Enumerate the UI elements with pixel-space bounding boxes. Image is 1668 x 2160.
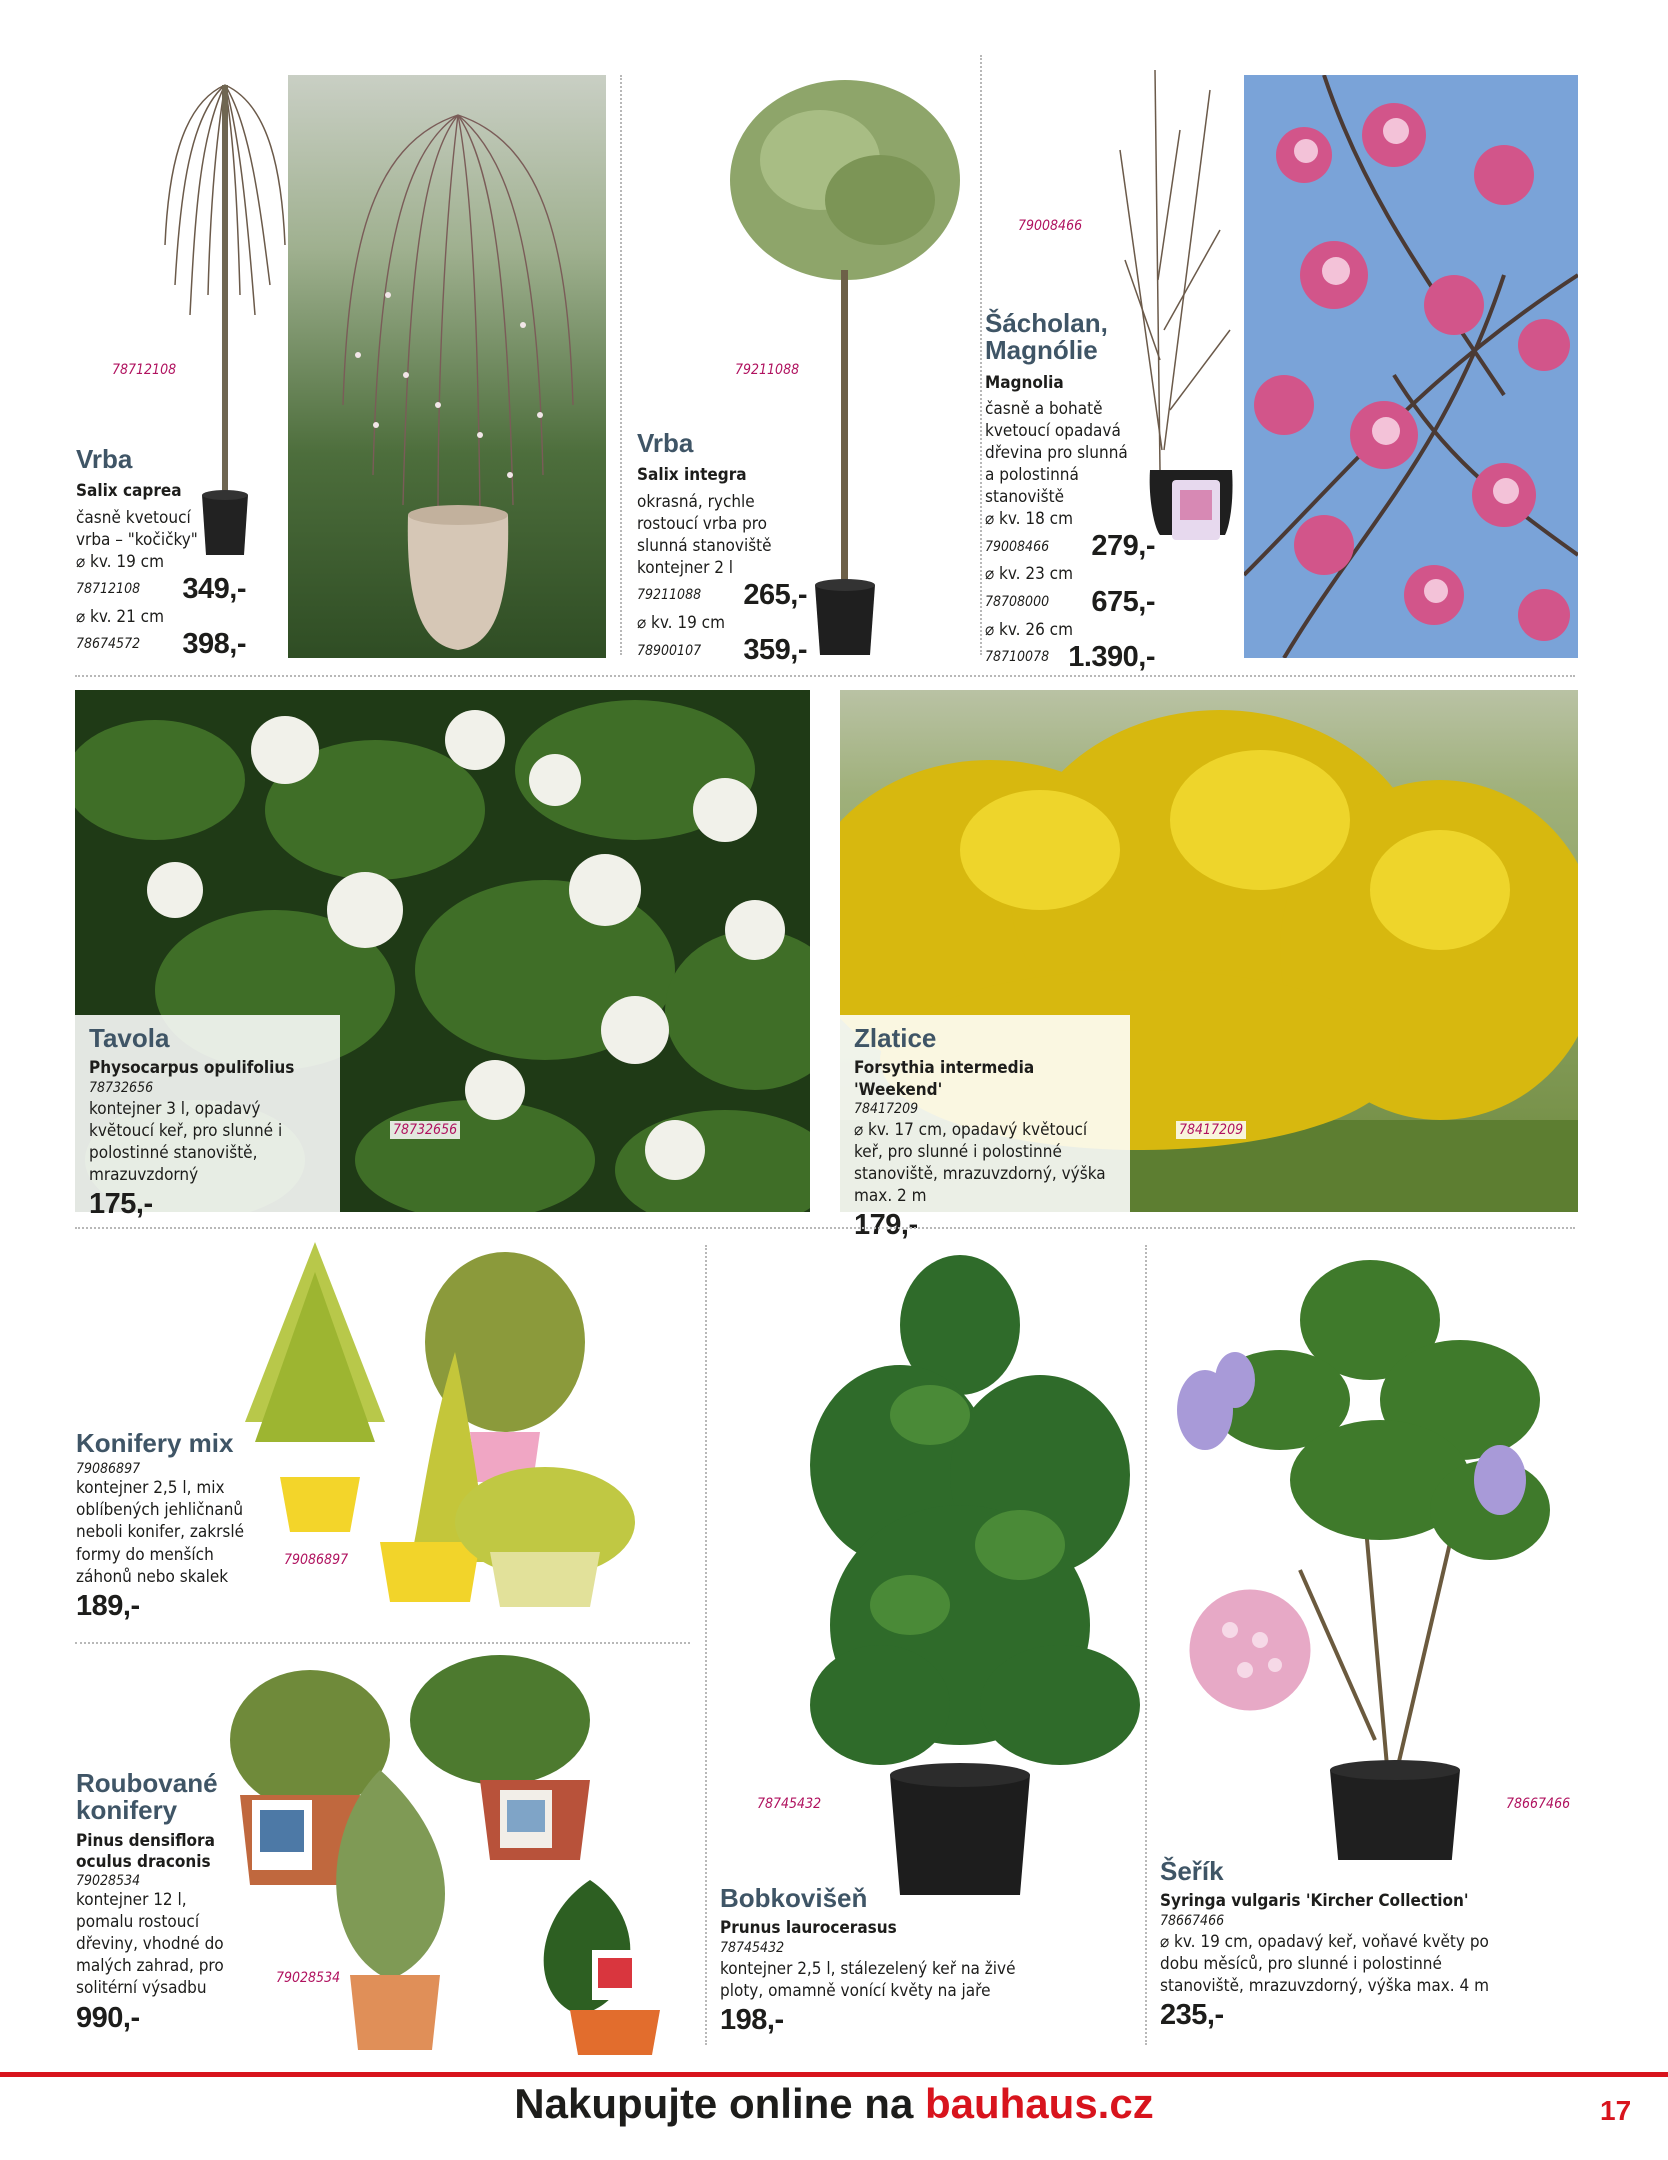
page-number: 17 xyxy=(1600,2095,1632,2126)
magnolia-opt3-price: 1.390,- xyxy=(1068,640,1155,673)
zlatice-info xyxy=(840,1015,1130,1242)
konifery-mix-side-code: 79086897 xyxy=(284,1552,349,1568)
salix-integra-opt1-price: 265,- xyxy=(743,578,807,611)
section-divider xyxy=(75,1642,690,1644)
footer-red-line xyxy=(0,2072,1668,2077)
section-divider xyxy=(75,675,1575,677)
magnolia-side-code: 79008466 xyxy=(1018,218,1083,234)
magnolia-opt3-code: 78710078 xyxy=(985,649,1050,666)
cherry-laurel-image xyxy=(780,1245,1160,1895)
magnolia-desc: časně a bohatě kvetoucí opadavá dřevina pro slunná a polostinná stanoviště xyxy=(985,398,1128,508)
salix-integra-desc: okrasná, rychle rostoucí vrba pro slunná stanoviště xyxy=(637,491,772,556)
cherry-laurel-title: Bobkovišeň xyxy=(720,1883,868,1913)
lilac-title: Šeřík xyxy=(1160,1856,1224,1886)
tavola-code: 78732656 xyxy=(89,1079,154,1096)
magnolia-title: Šácholan, Magnólie xyxy=(985,308,1108,366)
column-divider xyxy=(620,75,622,655)
zlatice-code: 78417209 xyxy=(854,1100,919,1117)
konifery-mix-desc: kontejner 2,5 l, mix oblíbených jehličnanů neboli konifer, zakrslé formy do menších záhonů nebo skalek xyxy=(76,1478,245,1587)
cherry-laurel-info xyxy=(720,1885,1050,2037)
salix-caprea-opt1-code: 78712108 xyxy=(76,581,141,598)
zlatice-title: Zlatice xyxy=(854,1023,937,1053)
magnolia-opt2-code: 78708000 xyxy=(985,594,1050,610)
lilac-side-code: 78667466 xyxy=(1506,1796,1571,1812)
grafted-conifers-code: 79028534 xyxy=(76,1873,141,1890)
grafted-conifers-latin: Pinus densiflora oculus draconis xyxy=(76,1830,215,1872)
grafted-conifers-title: Roubované konifery xyxy=(76,1768,218,1826)
salix-integra-opt2-price: 359,- xyxy=(743,634,807,667)
grafted-conifers-side-code: 79028534 xyxy=(276,1970,341,1986)
footer-banner xyxy=(0,2080,1668,2128)
salix-integra-side-code: 79211088 xyxy=(735,362,800,378)
magnolia-opt1-size: ⌀ kv. 18 cm xyxy=(985,509,1073,530)
zlatice-side-code: 78417209 xyxy=(1176,1121,1246,1139)
magnolia-opt1-code: 79008466 xyxy=(985,538,1050,555)
magnolia-blossom-image xyxy=(1244,75,1578,658)
tavola-info xyxy=(75,1015,340,1220)
magnolia-info xyxy=(985,310,1155,674)
magnolia-opt2-price: 675,- xyxy=(1091,585,1155,618)
konifery-mix-info xyxy=(76,1430,276,1623)
magnolia-opt1-price: 279,- xyxy=(1091,530,1155,563)
grafted-conifers-desc: kontejner 12 l, pomalu rostoucí dřeviny, vhodné do malých zahrad, pro solitérní výsadbu xyxy=(76,1890,224,1999)
tavola-side-code: 78732656 xyxy=(390,1121,460,1139)
konifery-mix-price: 189,- xyxy=(76,1589,140,1622)
section-divider xyxy=(75,1227,1575,1229)
tavola-title: Tavola xyxy=(89,1023,170,1053)
grafted-conifers-info xyxy=(76,1770,276,2035)
tavola-desc: kontejner 3 l, opadavý kvĕtoucí keř, pro slunné i polostinné stanoviště, mrazuvzdorný xyxy=(89,1098,283,1185)
salix-caprea-info xyxy=(76,446,246,661)
column-divider xyxy=(980,55,982,655)
lilac-code: 78667466 xyxy=(1160,1912,1225,1929)
magnolia-latin: Magnolia xyxy=(985,372,1064,393)
salix-caprea-opt1-price: 349,- xyxy=(182,572,246,605)
salix-caprea-opt1-size: ⌀ kv. 19 cm xyxy=(76,551,164,572)
salix-integra-opt1-code: 79211088 xyxy=(637,587,702,604)
salix-caprea-desc: časně kvetoucí vrba – "kočičky" xyxy=(76,507,198,550)
lilac-latin: Syringa vulgaris 'Kircher Collection' xyxy=(1160,1891,1469,1912)
salix-caprea-garden-image xyxy=(288,75,606,658)
cherry-laurel-desc: kontejner 2,5 l, stálezelený keř na živé ploty, omamně vonící květy na jaře xyxy=(720,1958,1016,2001)
zlatice-desc: ⌀ kv. 17 cm, opadavý květoucí keř, pro slunné i polostinné stanoviště, mrazuvzdorný, výška max. 2 m xyxy=(854,1119,1106,1207)
tavola-price: 175,- xyxy=(89,1187,153,1220)
salix-caprea-opt2-price: 398,- xyxy=(182,627,246,660)
salix-integra-opt1-size: kontejner 2 l xyxy=(637,557,734,578)
lilac-desc: ⌀ kv. 19 cm, opadavý keř, voňavé květy po dobu měsíců, pro slunné i polostinné stanoviště, mrazuvzdorný, výška max. 4 m xyxy=(1160,1931,1489,1996)
salix-caprea-opt2-code: 78674572 xyxy=(76,636,141,653)
salix-caprea-side-code: 78712108 xyxy=(112,362,177,378)
column-divider xyxy=(705,1245,707,2045)
salix-caprea-opt2-size: ⌀ kv. 21 cm xyxy=(76,606,164,627)
salix-integra-title: Vrba xyxy=(637,428,694,458)
salix-integra-opt2-code: 78900107 xyxy=(637,642,702,659)
magnolia-opt2-size: ⌀ kv. 23 cm xyxy=(985,564,1073,585)
footer-link[interactable]: bauhaus.cz xyxy=(924,2080,1154,2127)
column-divider xyxy=(1145,1245,1147,2045)
zlatice-latin: Forsythia intermedia 'Weekend' xyxy=(854,1058,1035,1100)
footer-text: Nakupujte online na xyxy=(514,2080,925,2127)
cherry-laurel-latin: Prunus laurocerasus xyxy=(720,1918,897,1939)
lilac-image xyxy=(1160,1240,1580,1860)
tavola-latin: Physocarpus opulifolius xyxy=(89,1058,295,1079)
salix-integra-latin: Salix integra xyxy=(637,465,747,486)
salix-integra-opt2-size: ⌀ kv. 19 cm xyxy=(637,612,725,633)
salix-caprea-latin: Salix caprea xyxy=(76,481,182,502)
konifery-mix-code: 79086897 xyxy=(76,1461,141,1478)
salix-caprea-title: Vrba xyxy=(76,444,133,474)
cherry-laurel-code: 78745432 xyxy=(720,1939,785,1956)
cherry-laurel-side-code: 78745432 xyxy=(757,1796,822,1812)
lilac-price: 235,- xyxy=(1160,1998,1224,2031)
magnolia-opt3-size: ⌀ kv. 26 cm xyxy=(985,619,1073,640)
salix-integra-info xyxy=(637,430,807,667)
grafted-conifers-price: 990,- xyxy=(76,2001,140,2034)
cherry-laurel-price: 198,- xyxy=(720,2003,784,2036)
konifery-mix-title: Konifery mix xyxy=(76,1428,234,1458)
zlatice-price: 179,- xyxy=(854,1209,918,1242)
lilac-info xyxy=(1160,1858,1500,2032)
